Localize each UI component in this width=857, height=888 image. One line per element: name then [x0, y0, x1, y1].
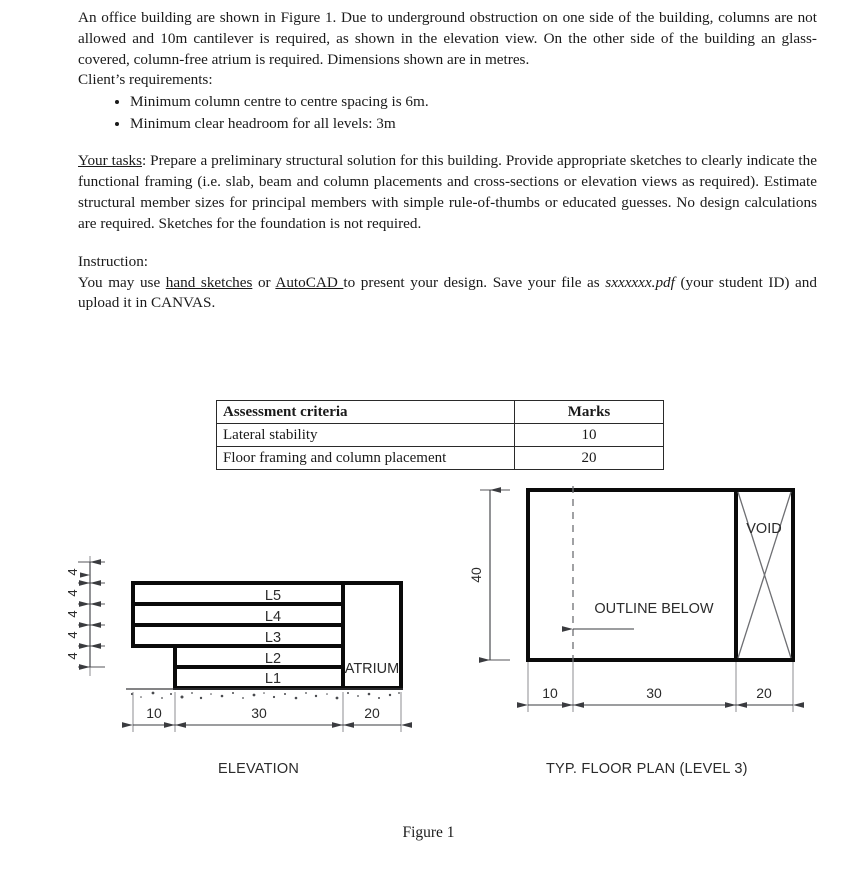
elevation-hdim-1: 10 — [146, 705, 162, 721]
elevation-vdim-5: 4 — [65, 652, 80, 660]
hand-sketches-link: hand sketches — [165, 273, 253, 291]
elevation-building-outline — [133, 583, 343, 688]
elevation-hdim-2: 30 — [251, 705, 267, 721]
ground-line — [126, 689, 403, 699]
filename-text: sxxxxxx.pdf — [605, 273, 675, 291]
plan-hdim-2: 30 — [646, 685, 662, 701]
assessment-criteria-table — [216, 400, 664, 470]
table-row — [217, 424, 664, 447]
figure-caption: Figure 1 — [402, 824, 455, 841]
document-body — [78, 8, 817, 314]
level-label-l3: L3 — [264, 630, 282, 646]
table-header-row — [217, 401, 664, 424]
void-cross — [738, 492, 791, 658]
header-criterion: Assessment criteria — [217, 401, 515, 424]
plan-horizontal-dimension — [528, 662, 793, 712]
list-item: • Minimum clear headroom for all levels: 3m — [130, 113, 817, 135]
table-row — [217, 447, 664, 470]
elevation-vdim-2: 4 — [65, 589, 80, 597]
tasks-paragraph — [78, 151, 817, 234]
instruction-mid: or — [252, 273, 276, 291]
cell-marks: 10 — [515, 424, 664, 447]
plan-vertical-dimension — [468, 490, 510, 660]
list-item: • Minimum column centre to centre spacing is 6m. — [130, 91, 817, 113]
elevation-vdim-4: 4 — [65, 631, 80, 639]
plan-vdim-40: 40 — [468, 567, 484, 583]
outline-below-label: OUTLINE BELOW — [594, 601, 714, 617]
floor-plan-drawing — [468, 470, 828, 745]
elevation-atrium-box — [343, 583, 401, 688]
floor-plan-caption: TYP. FLOOR PLAN (LEVEL 3) — [546, 761, 748, 777]
elevation-drawing — [58, 470, 418, 745]
plan-hdim-3: 20 — [756, 685, 772, 701]
cell-criterion: Lateral stability — [217, 424, 515, 447]
instruction-heading: Instruction: — [78, 252, 149, 270]
header-marks: Marks — [515, 401, 664, 424]
instruction-prefix: You may use — [78, 273, 166, 291]
instruction-after: to present your design. Save your file as — [343, 273, 606, 291]
elevation-caption: ELEVATION — [218, 761, 300, 777]
plan-outline — [528, 490, 793, 660]
void-label: VOID — [746, 521, 782, 537]
elevation-level-labels — [265, 588, 281, 687]
elevation-vertical-dimension — [65, 556, 105, 676]
requirements-heading: Client’s requirements: — [78, 71, 213, 89]
outline-below-callout — [573, 601, 714, 629]
atrium-label: ATRIUM — [344, 661, 400, 677]
level-label-l4: L4 — [264, 609, 282, 625]
intro-paragraph: An office building are shown in Figure 1. Due to underground obstruction on one side of the building, columns are not allowed and 10m cantilever is required, as shown in the elevation view. On the other side of the building an glass-covered, column-free atrium is required. Dimensions shown are in metres. — [78, 9, 817, 68]
elevation-hdim-3: 20 — [364, 705, 380, 721]
tasks-body: : Prepare a preliminary structural solution for this building. Provide appropriate sketches to clearly indicate the functional framing (i.e. slab, beam and column placements and cross-sections or elevation views as required). Estimate structural member sizes for principal members with simple rule-of-thumbs or educated guesses. No design calculations are required. Sketches for the foundation is not required. — [78, 152, 817, 232]
level-label-l1: L1 — [264, 671, 282, 687]
instruction-tail: (your student ID) and upload it in CANVAS. — [78, 273, 817, 312]
level-label-l5: L5 — [264, 588, 282, 604]
autocad-link: AutoCAD — [275, 273, 344, 291]
plan-hdim-1: 10 — [542, 685, 558, 701]
elevation-horizontal-dimension — [133, 692, 401, 732]
level-label-l2: L2 — [264, 651, 282, 667]
cell-criterion: Floor framing and column placement — [217, 447, 515, 470]
requirements-list — [78, 91, 817, 134]
cell-marks: 20 — [515, 447, 664, 470]
instruction-paragraph — [78, 273, 817, 315]
tasks-label: Your tasks — [78, 152, 142, 170]
elevation-vdim-1: 4 — [65, 568, 80, 576]
elevation-vdim-3: 4 — [65, 610, 80, 618]
